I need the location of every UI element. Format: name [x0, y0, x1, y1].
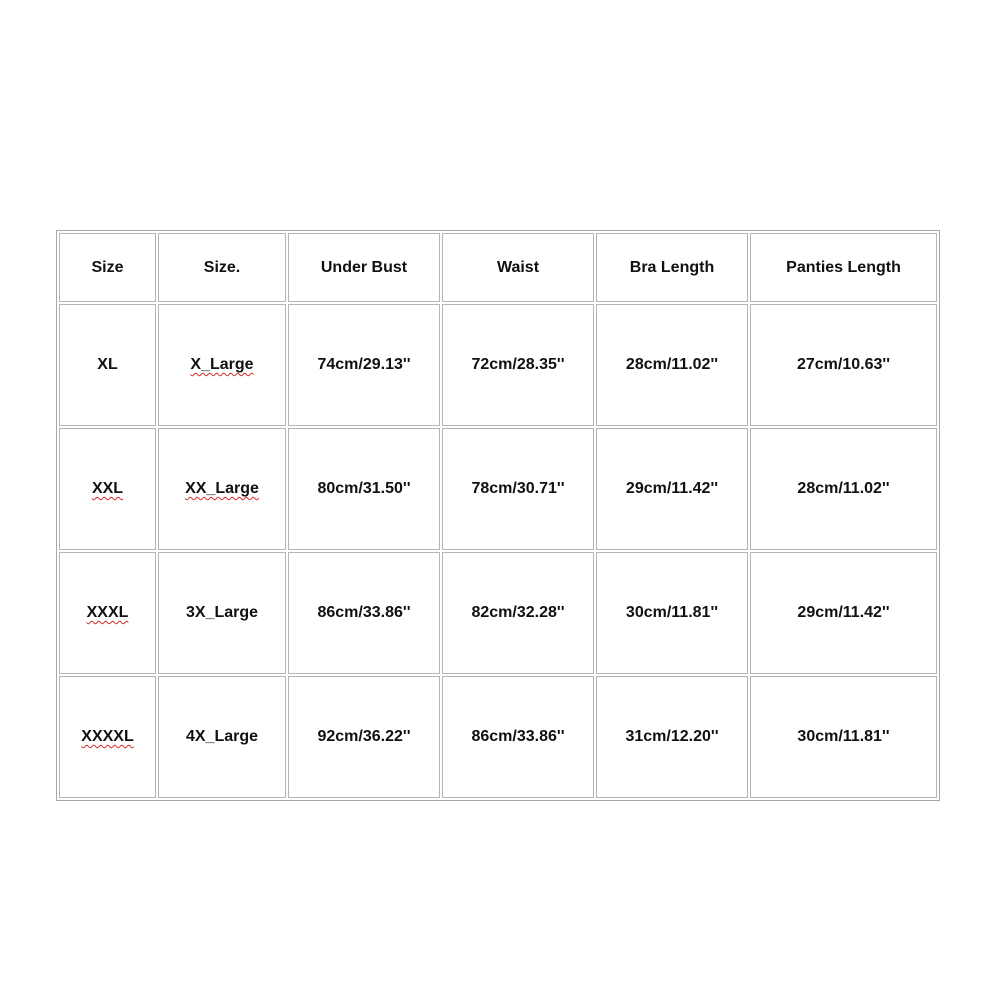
- bra-length-cell: 30cm/11.81'': [596, 552, 748, 674]
- waist-cell: 86cm/33.86'': [442, 676, 594, 798]
- header-cell-bra-length: Bra Length: [596, 233, 748, 302]
- waist-cell: 72cm/28.35'': [442, 304, 594, 426]
- header-row: [59, 233, 937, 302]
- size-name: XX_Large: [185, 480, 259, 497]
- under-bust-cell: 86cm/33.86'': [288, 552, 440, 674]
- size-name: 4X_Large: [185, 728, 259, 745]
- size-code: XL: [97, 356, 118, 373]
- size-name-cell: [158, 428, 286, 550]
- header-cell-waist: Waist: [442, 233, 594, 302]
- size-cell: [59, 304, 156, 426]
- size-code: XXXXL: [81, 728, 134, 745]
- size-name-cell: [158, 676, 286, 798]
- panties-length-cell: 27cm/10.63'': [750, 304, 937, 426]
- size-name: X_Large: [190, 356, 254, 373]
- under-bust-cell: 74cm/29.13'': [288, 304, 440, 426]
- size-name: 3X_Large: [185, 604, 259, 621]
- size-cell: [59, 428, 156, 550]
- panties-length-cell: 30cm/11.81'': [750, 676, 937, 798]
- size-cell: [59, 552, 156, 674]
- header-cell-under-bust: Under Bust: [288, 233, 440, 302]
- panties-length-cell: 29cm/11.42'': [750, 552, 937, 674]
- header-cell-size-name: Size.: [158, 233, 286, 302]
- bra-length-cell: 29cm/11.42'': [596, 428, 748, 550]
- header-cell-size: Size: [59, 233, 156, 302]
- waist-cell: 78cm/30.71'': [442, 428, 594, 550]
- under-bust-cell: 80cm/31.50'': [288, 428, 440, 550]
- table-row: [59, 676, 937, 798]
- size-chart-table: [56, 230, 940, 801]
- size-code: XXL: [91, 480, 124, 497]
- size-cell: [59, 676, 156, 798]
- bra-length-cell: 31cm/12.20'': [596, 676, 748, 798]
- size-name-cell: [158, 552, 286, 674]
- panties-length-cell: 28cm/11.02'': [750, 428, 937, 550]
- waist-cell: 82cm/32.28'': [442, 552, 594, 674]
- size-name-cell: [158, 304, 286, 426]
- table-row: [59, 304, 937, 426]
- table-row: [59, 428, 937, 550]
- size-code: XXXL: [86, 604, 129, 621]
- table-row: [59, 552, 937, 674]
- header-cell-panties-length: Panties Length: [750, 233, 937, 302]
- bra-length-cell: 28cm/11.02'': [596, 304, 748, 426]
- under-bust-cell: 92cm/36.22'': [288, 676, 440, 798]
